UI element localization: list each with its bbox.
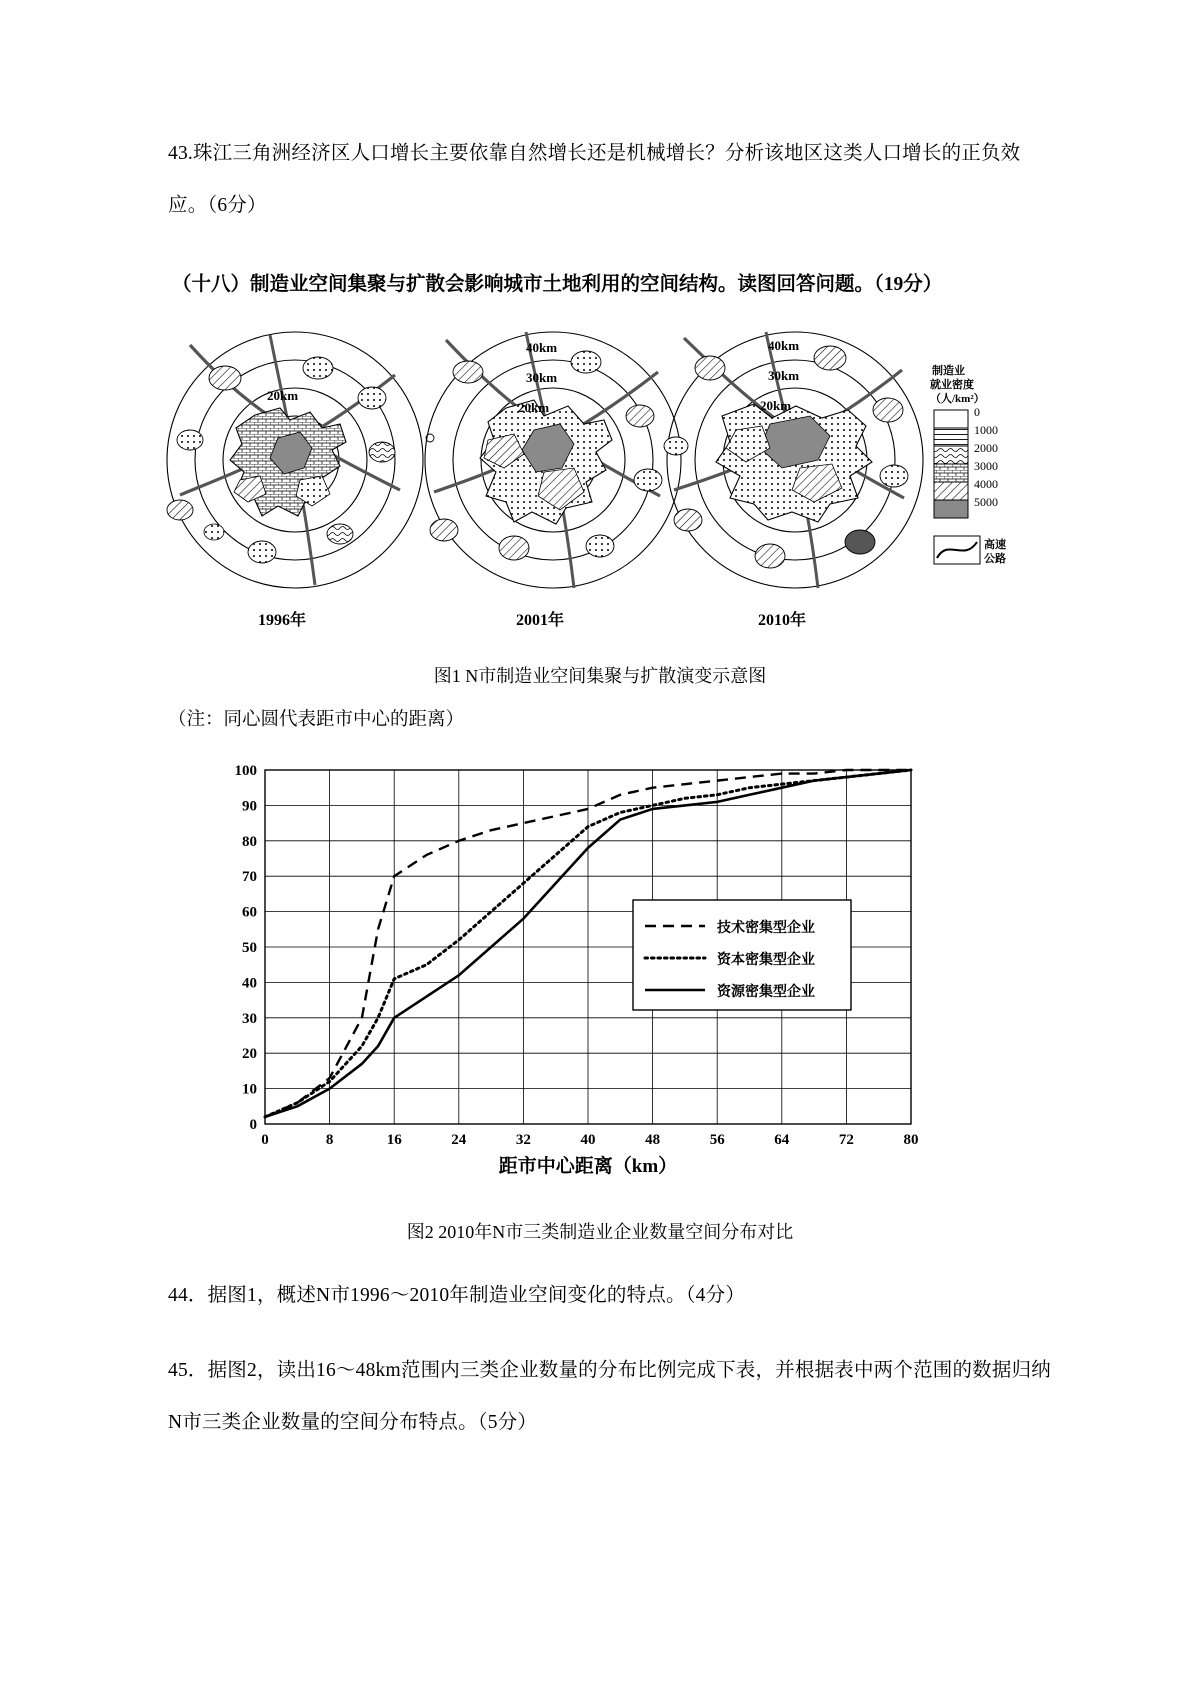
- legend-value-4000: 4000: [974, 477, 998, 491]
- y-tick-label: 10: [242, 1081, 257, 1098]
- legend-label: 技术密集型企业: [717, 921, 815, 936]
- legend-title-line1: 制造业: [932, 365, 965, 377]
- figure-1-note: （注：同心圆代表距市中心的距离）: [168, 710, 465, 730]
- y-tick-label: 40: [242, 975, 257, 992]
- y-tick-label: 90: [242, 798, 257, 815]
- x-tick-label: 32: [515, 1132, 531, 1148]
- y-tick-label: 100: [234, 763, 257, 779]
- panel-year-1996: 1996年: [258, 612, 307, 629]
- section-heading-18: （十八）制造业空间集聚与扩散会影响城市土地利用的空间结构。读图回答问题。（19分）: [172, 274, 943, 295]
- legend-road-label-1: 高速: [984, 539, 1006, 551]
- y-tick-label: 70: [242, 869, 257, 886]
- ring-label-40km: 40km: [526, 340, 558, 355]
- figure-2: [205, 752, 945, 1192]
- question-45: 45．据图2，读出16～48km范围内三类企业数量的分布比例完成下表，并根据表中两个范围的数据归纳N市三类企业数量的空间分布特点。（5分）: [168, 1360, 1051, 1433]
- figure-1-panel-2001: [425, 332, 681, 629]
- y-tick-label: 0: [249, 1117, 257, 1133]
- legend-road-label-2: 公路: [984, 553, 1006, 565]
- question-43: 43.珠江三角洲经济区人口增长主要依靠自然增长还是机械增长？分析该地区这类人口增长的正负效应。（6分）: [168, 143, 1021, 216]
- figure-1: [150, 320, 1070, 650]
- legend-value-2000: 2000: [974, 441, 998, 455]
- x-tick-label: 64: [774, 1132, 790, 1148]
- ring-label-40km: 40km: [768, 338, 800, 353]
- y-tick-label: 30: [242, 1010, 257, 1027]
- figure-2-chart: [205, 752, 945, 1192]
- figure-1-legend: [930, 363, 1006, 565]
- x-tick-label: 72: [838, 1132, 854, 1148]
- x-tick-label: 56: [709, 1132, 725, 1148]
- legend-label: 资本密集型企业: [717, 953, 815, 968]
- legend-label: 资源密集型企业: [717, 985, 815, 1000]
- question-44: 44．据图1，概述N市1996～2010年制造业空间变化的特点。（4分）: [168, 1285, 746, 1306]
- legend-value-5000: 5000: [974, 495, 998, 509]
- figure-1-svg: [150, 320, 1070, 650]
- y-tick-label: 20: [242, 1046, 257, 1063]
- panel-year-2010: 2010年: [758, 612, 807, 629]
- y-tick-label: 50: [242, 940, 257, 956]
- figure-2-caption: 图2 2010年N市三类制造业企业数量空间分布对比: [406, 1222, 794, 1242]
- figure-1-panel-2010: [664, 332, 923, 629]
- ring-label-20km: 20km: [760, 398, 792, 413]
- ring-label-30km: 30km: [526, 370, 558, 385]
- x-axis-title: 距市中心距离（km）: [498, 1156, 678, 1177]
- figure-1-panel-1996: [167, 332, 423, 629]
- y-tick-label: 80: [242, 833, 257, 850]
- legend-title-line3: （人/km²）: [930, 393, 985, 405]
- legend-title-line2: 就业密度: [930, 379, 974, 391]
- figure-1-caption: 图1 N市制造业空间集聚与扩散演变示意图: [433, 666, 767, 686]
- x-tick-label: 80: [903, 1132, 919, 1148]
- x-tick-label: 24: [451, 1132, 467, 1148]
- y-tick-label: 60: [242, 904, 257, 921]
- x-tick-label: 48: [645, 1132, 661, 1148]
- legend-value-1000: 1000: [974, 423, 998, 437]
- ring-label-20km: 20km: [267, 388, 299, 403]
- x-tick-label: 0: [261, 1132, 269, 1148]
- panel-year-2001: 2001年: [516, 612, 565, 629]
- ring-label-20km: 20km: [518, 400, 550, 415]
- legend-value-3000: 3000: [974, 459, 998, 473]
- ring-label-30km: 30km: [768, 368, 800, 383]
- x-tick-label: 16: [386, 1132, 402, 1148]
- x-tick-label: 8: [325, 1132, 334, 1148]
- legend-value-0: 0: [974, 405, 980, 419]
- x-tick-label: 40: [580, 1132, 596, 1148]
